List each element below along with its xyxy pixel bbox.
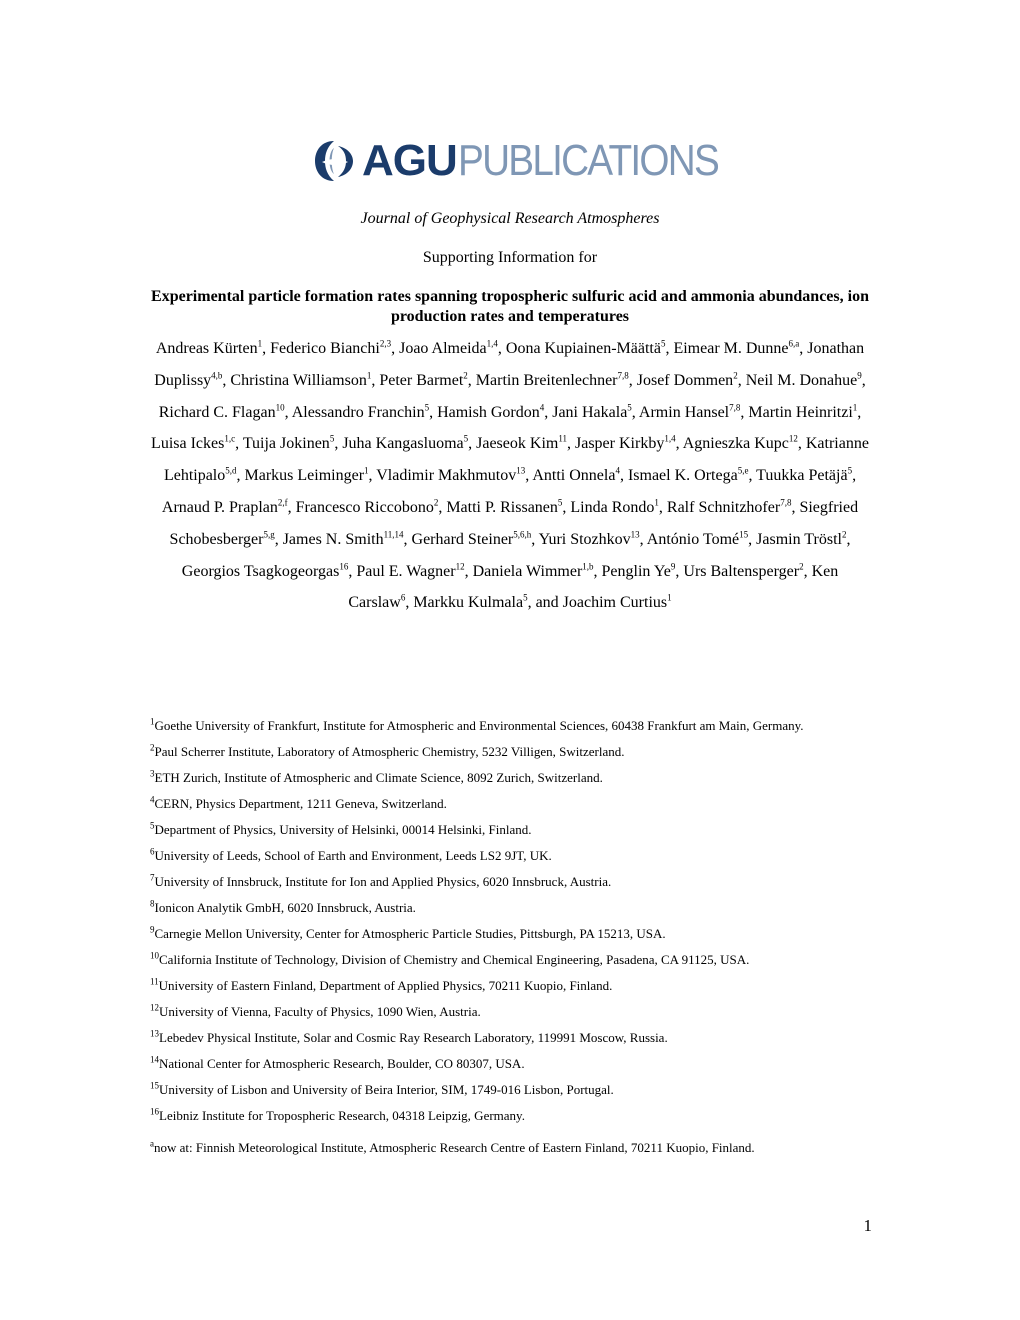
author-affiliation-mark: 1,4 bbox=[486, 338, 498, 349]
author-affiliation-mark: 9 bbox=[857, 370, 862, 381]
author-name: Daniela Wimmer bbox=[472, 562, 583, 580]
author-affiliation-mark: 1,c bbox=[224, 434, 236, 445]
affiliation-text: University of Leeds, School of Earth and Environment, Leeds LS2 9JT, UK. bbox=[154, 848, 552, 863]
author bbox=[748, 404, 857, 421]
author-name: Paul E. Wagner bbox=[356, 562, 456, 580]
affiliation-text: Goethe University of Frankfurt, Institute for Atmospheric and Environmental Sciences, 60438 Frankfurt am Main, Germany. bbox=[154, 718, 804, 733]
author-name: Tuija Jokinen bbox=[242, 435, 330, 453]
author-name: Ken Carslaw bbox=[348, 562, 839, 612]
author-name: Eimear M. Dunne bbox=[673, 340, 789, 357]
author bbox=[476, 372, 629, 389]
affiliation-number: 4 bbox=[150, 794, 155, 805]
affiliation-text: California Institute of Technology, Division of Chemistry and Chemical Engineering, Pasadena, CA 91125, USA. bbox=[159, 952, 750, 967]
author bbox=[570, 499, 659, 516]
author bbox=[243, 435, 334, 452]
author-name: Christina Williamson bbox=[230, 371, 367, 389]
author-affiliation-mark: 1 bbox=[364, 465, 369, 476]
author-name: Matti P. Rissanen bbox=[446, 498, 558, 516]
author bbox=[159, 404, 285, 421]
affiliation bbox=[150, 973, 870, 999]
author bbox=[283, 531, 404, 548]
author-name: Agnieszka Kupc bbox=[682, 435, 789, 453]
logo-publications-text: PUBLICATIONS bbox=[458, 136, 719, 185]
author-name: Jaeseok Kim bbox=[476, 435, 559, 453]
affiliation-text: University of Lisbon and University of Beira Interior, SIM, 1749-016 Lisbon, Portugal. bbox=[159, 1082, 614, 1097]
author-affiliation-mark: 9 bbox=[670, 561, 676, 572]
author-affiliation-mark: 5 bbox=[424, 402, 430, 413]
author-name: Markku Kulmala bbox=[413, 594, 524, 612]
author-affiliation-mark: 5 bbox=[627, 402, 632, 413]
author-name: Josef Dommen bbox=[636, 371, 734, 389]
author bbox=[746, 372, 862, 389]
author-name: Markus Leiminger bbox=[244, 467, 365, 485]
author bbox=[476, 435, 567, 452]
author bbox=[151, 435, 235, 452]
affiliation bbox=[150, 999, 870, 1025]
author bbox=[673, 340, 799, 357]
affiliation-text: Department of Physics, University of Helsinki, 00014 Helsinki, Finland. bbox=[154, 822, 532, 837]
affiliation-number: 12 bbox=[150, 1002, 159, 1013]
author-affiliation-mark: 11,14 bbox=[383, 529, 404, 540]
author-affiliation-mark: 2,f bbox=[277, 497, 288, 508]
author bbox=[379, 372, 467, 389]
affiliation-number: 15 bbox=[150, 1080, 159, 1091]
author-name: Georgios Tsagkogeorgas bbox=[181, 562, 340, 580]
author-affiliation-mark: 16 bbox=[339, 561, 349, 572]
author-affiliation-mark: 5 bbox=[557, 497, 563, 508]
author bbox=[473, 563, 594, 580]
affiliation bbox=[150, 843, 870, 869]
author-affiliation-mark: 1,4 bbox=[664, 434, 676, 445]
author bbox=[683, 435, 798, 452]
affiliation bbox=[150, 895, 870, 921]
author bbox=[230, 372, 371, 389]
paper-title: Experimental particle formation rates spanning tropospheric sulfuric acid and ammonia abundances, ion production rates and temperatures bbox=[151, 288, 869, 325]
affiliation-number: 16 bbox=[150, 1106, 159, 1117]
affiliation bbox=[150, 817, 870, 843]
author-name: António Tomé bbox=[646, 530, 740, 548]
author-name: Richard C. Flagan bbox=[158, 403, 276, 421]
author bbox=[399, 340, 498, 357]
author-affiliation-mark: 11 bbox=[558, 434, 567, 445]
affiliation-text: University of Vienna, Faculty of Physics, 1090 Wien, Austria. bbox=[159, 1004, 481, 1019]
author-name: Federico Bianchi bbox=[270, 340, 380, 357]
author-affiliation-mark: 1 bbox=[654, 497, 659, 508]
author-name: Linda Rondo bbox=[570, 498, 655, 516]
author-affiliation-mark: 5,6,h bbox=[513, 529, 532, 540]
author-name: Gerhard Steiner bbox=[411, 530, 514, 548]
affiliation bbox=[150, 1103, 870, 1129]
affiliation-text: CERN, Physics Department, 1211 Geneva, Switzerland. bbox=[154, 796, 447, 811]
author-name: Jani Hakala bbox=[552, 403, 628, 421]
author bbox=[162, 499, 288, 516]
author bbox=[628, 467, 748, 484]
affiliation-text: Lebedev Physical Institute, Solar and Cosmic Ray Research Laboratory, 119991 Moscow, Russia. bbox=[159, 1030, 668, 1045]
affiliation bbox=[150, 1051, 870, 1077]
author bbox=[637, 372, 738, 389]
affiliation bbox=[150, 921, 870, 947]
author bbox=[667, 499, 792, 516]
author-name: Tuukka Petäjä bbox=[756, 467, 848, 485]
author-affiliation-mark: 4,b bbox=[211, 370, 223, 381]
author bbox=[506, 340, 666, 357]
author-affiliation-mark: 6,a bbox=[788, 338, 800, 349]
author-name: James N. Smith bbox=[282, 530, 384, 548]
author bbox=[539, 531, 640, 548]
author-affiliation-mark: 5,e bbox=[737, 465, 749, 476]
author-affiliation-mark: 12 bbox=[788, 434, 798, 445]
agu-swirl-icon bbox=[312, 138, 356, 184]
author-affiliation-mark: 2 bbox=[799, 561, 804, 572]
author-name: Martin Breitenlechner bbox=[475, 371, 618, 389]
author-affiliation-mark: 5 bbox=[329, 434, 335, 445]
author-affiliation-mark: 5 bbox=[463, 434, 469, 445]
author bbox=[156, 340, 262, 357]
author-conjunction: and bbox=[535, 594, 559, 612]
author-affiliation-mark: 5,g bbox=[263, 529, 275, 540]
author-name: Katrianne Lehtipalo bbox=[163, 435, 869, 485]
author-list: Andreas Kürten$^1$, Federico Bianchi$^{2,3}$, Joao Almeida$^{1,4}$, Oona Kupiainen-Määttä$^5$, Eimear M. Dunne$^{6,a}$, Jonathan Duplissy$^{4,b}$, Christina Williamson$^1$, Peter Barmet$^2$, Martin Breitenlechner$^{7,8}$, Josef Dommen$^2$, Neil M. Donahue$^9$, Richard C. Flagan$^{10}$, Alessandro Franchin$^5$, Hamish Gordon$^4$, Jani Hakala$^5$, Armin Hansel$^{7,8}$, Martin Heinritzi$^1$, Luisa Ickes$^{1,c}$, Tuija Jokinen$^5$, Juha Kangasluoma$^5$, Jaeseok Kim$^{11}$, Jasper Kirkby$^{1,4}$, Agnieszka Kupc$^{12}$, Katrianne Lehtipalo$^{5,d}$, Markus Leiminger$^1$, Vladimir Makhmutov$^{13}$, Antti Onnela$^4$, Ismael K. Ortega$^{5,e}$, Tuukka Petäjä$^5$, Arnaud P. Praplan$^{2,f}$, Francesco Riccobono$^2$, Matti P. Rissanen$^5$, Linda Rondo$^1$, Ralf Schnitzhofer$^{7,8}$, Siegfried Schobesberger$^{5,g}$, James N. Smith$^{11,14}$, Gerhard Steiner$^{5,6,h}$, Yuri Stozhkov$^{13}$, António Tomé$^{15}$, Jasmin Tröstl$^2$, Georgios Tsagkogeorgas$^{16}$, Paul E. Wagner$^{12}$, Daniela Wimmer$^{1,b}$, Penglin Ye$^9$, Urs Baltensperger$^2$, Ken Carslaw$^6$, Markku Kulmala$^5$, and Joachim Curtius$^1$ bbox=[151, 338, 869, 612]
author-affiliation-mark: 13 bbox=[630, 529, 640, 540]
journal-name: Journal of Geophysical Research Atmospheres bbox=[360, 210, 660, 227]
author-affiliation-mark: 7,8 bbox=[729, 402, 741, 413]
affiliation-number: 3 bbox=[150, 768, 155, 779]
affiliation-number: 5 bbox=[150, 820, 155, 831]
author-affiliation-mark: 4 bbox=[615, 465, 620, 476]
affiliation bbox=[150, 947, 870, 973]
author-name: Francesco Riccobono bbox=[295, 498, 434, 516]
affiliation-number: 11 bbox=[150, 976, 159, 987]
author bbox=[446, 499, 562, 516]
affiliation-text: Paul Scherrer Institute, Laboratory of Atmospheric Chemistry, 5232 Villigen, Switzerland. bbox=[154, 744, 625, 759]
author-name: Juha Kangasluoma bbox=[342, 435, 464, 453]
author bbox=[575, 435, 676, 452]
author-affiliation-mark: 2,3 bbox=[379, 338, 392, 349]
author bbox=[756, 467, 852, 484]
author-name: Siegfried Schobesberger bbox=[169, 498, 859, 548]
author-affiliation-mark: 2 bbox=[841, 529, 847, 540]
author-affiliation-mark: 10 bbox=[275, 402, 285, 413]
page-number: 1 bbox=[863, 1216, 872, 1235]
affiliation-number: 2 bbox=[150, 742, 155, 753]
affiliation-number: 13 bbox=[150, 1028, 159, 1039]
author-affiliation-mark: 2 bbox=[733, 370, 738, 381]
author bbox=[437, 404, 544, 421]
author-name: Hamish Gordon bbox=[437, 403, 540, 421]
author bbox=[413, 594, 527, 611]
author-affiliation-mark: 1,b bbox=[582, 561, 594, 572]
author bbox=[356, 563, 464, 580]
affiliation-number: 10 bbox=[150, 950, 159, 961]
author-affiliation-mark: 7,8 bbox=[617, 370, 629, 381]
author-affiliation-mark: 1 bbox=[366, 370, 372, 381]
author-affiliation-mark: 1 bbox=[852, 402, 858, 413]
author bbox=[412, 531, 532, 548]
author-affiliation-mark: 2 bbox=[433, 497, 439, 508]
affiliation-list bbox=[150, 713, 870, 1161]
author bbox=[602, 563, 676, 580]
author-name: Luisa Ickes bbox=[151, 435, 225, 453]
author-name: Neil M. Donahue bbox=[745, 371, 858, 389]
author bbox=[245, 467, 369, 484]
author bbox=[552, 404, 632, 421]
author-name: Penglin Ye bbox=[601, 562, 671, 580]
affiliation-number: 8 bbox=[150, 898, 155, 909]
logo-agu-text: AGU bbox=[362, 136, 457, 185]
affiliation-text: National Center for Atmospheric Research, Boulder, CO 80307, USA. bbox=[159, 1056, 525, 1071]
footnote-mark: a bbox=[150, 1138, 154, 1149]
footnote-text: now at: Finnish Meteorological Institute, Atmospheric Research Centre of Eastern Finland, 70211 Kuopio, Finland. bbox=[154, 1140, 755, 1155]
author-affiliation-mark: 6 bbox=[400, 593, 406, 604]
author-name: Ralf Schnitzhofer bbox=[666, 498, 781, 516]
author-name: Martin Heinritzi bbox=[748, 403, 853, 421]
author-affiliation-mark: 15 bbox=[739, 529, 749, 540]
affiliation-text: University of Eastern Finland, Department of Applied Physics, 70211 Kuopio, Finland. bbox=[158, 978, 613, 993]
author bbox=[647, 531, 748, 548]
author-name: Alessandro Franchin bbox=[291, 403, 425, 421]
author-name: Oona Kupiainen-Määttä bbox=[505, 340, 661, 357]
affiliation bbox=[150, 1025, 870, 1051]
author bbox=[376, 467, 525, 484]
author-name: Ismael K. Ortega bbox=[627, 467, 738, 485]
affiliation-text: Leibniz Institute for Tropospheric Research, 04318 Leipzig, Germany. bbox=[159, 1108, 525, 1123]
author-name: Joachim Curtius bbox=[562, 594, 668, 612]
affiliation-text: ETH Zurich, Institute of Atmospheric and Climate Science, 8092 Zurich, Switzerland. bbox=[154, 770, 603, 785]
affiliation bbox=[150, 739, 870, 765]
author-name: Andreas Kürten bbox=[155, 340, 258, 357]
author-name: Armin Hansel bbox=[638, 403, 730, 421]
author-affiliation-mark: 1 bbox=[257, 338, 263, 349]
affiliation bbox=[150, 869, 870, 895]
author-affiliation-mark: 5 bbox=[523, 593, 528, 604]
author-affiliation-mark: 5,d bbox=[225, 465, 237, 476]
author-affiliation-mark: 13 bbox=[516, 465, 526, 476]
author-name: Yuri Stozhkov bbox=[538, 530, 631, 548]
author-name: Jonathan Duplissy bbox=[154, 340, 865, 389]
affiliation bbox=[150, 791, 870, 817]
author-affiliation-mark: 1 bbox=[667, 593, 672, 604]
author-name: Urs Baltensperger bbox=[683, 562, 800, 580]
author-affiliation-mark: 5 bbox=[847, 465, 853, 476]
author bbox=[292, 404, 429, 421]
author-name: Peter Barmet bbox=[379, 371, 464, 389]
author bbox=[756, 531, 846, 548]
author-name: Vladimir Makhmutov bbox=[376, 467, 517, 485]
author-affiliation-mark: 2 bbox=[463, 370, 468, 381]
author bbox=[532, 467, 620, 484]
agu-publications-logo bbox=[312, 136, 719, 185]
author-name: Jasmin Tröstl bbox=[756, 530, 842, 548]
affiliation bbox=[150, 765, 870, 791]
footnote bbox=[150, 1135, 870, 1161]
author bbox=[683, 563, 803, 580]
affiliation bbox=[150, 1077, 870, 1103]
author bbox=[342, 435, 468, 452]
affiliation-text: Ionicon Analytik GmbH, 6020 Innsbruck, Austria. bbox=[154, 900, 416, 915]
author bbox=[270, 340, 391, 357]
supporting-info-heading: Supporting Information for bbox=[422, 249, 598, 266]
affiliation-number: 7 bbox=[150, 872, 155, 883]
author-name: Joao Almeida bbox=[399, 340, 487, 357]
affiliation-text: Carnegie Mellon University, Center for Atmospheric Particle Studies, Pittsburgh, PA 15213, USA. bbox=[154, 926, 666, 941]
author bbox=[182, 563, 349, 580]
author bbox=[639, 404, 740, 421]
author-affiliation-mark: 7,8 bbox=[780, 497, 792, 508]
author-name: Antti Onnela bbox=[532, 467, 616, 485]
affiliation bbox=[150, 713, 870, 739]
author-name: Arnaud P. Praplan bbox=[161, 498, 278, 516]
author bbox=[296, 499, 439, 516]
affiliation-number: 6 bbox=[150, 846, 155, 857]
author-affiliation-mark: 4 bbox=[539, 402, 545, 413]
affiliation-number: 14 bbox=[150, 1054, 159, 1065]
author-affiliation-mark: 12 bbox=[455, 561, 465, 572]
author bbox=[563, 594, 672, 611]
author-name: Jasper Kirkby bbox=[575, 435, 665, 453]
affiliation-number: 1 bbox=[150, 716, 155, 727]
affiliation-number: 9 bbox=[150, 924, 155, 935]
affiliation-text: University of Innsbruck, Institute for Ion and Applied Physics, 6020 Innsbruck, Austria. bbox=[154, 874, 612, 889]
author-affiliation-mark: 5 bbox=[660, 338, 666, 349]
